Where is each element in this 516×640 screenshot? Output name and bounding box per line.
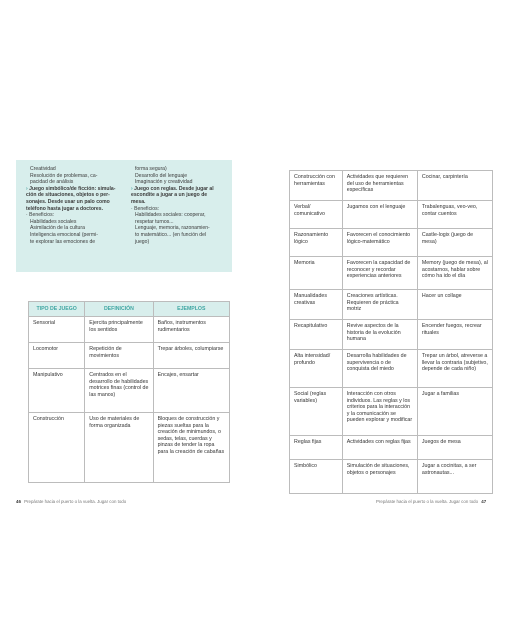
footer-left [14, 499, 126, 504]
table-row [290, 201, 493, 229]
callout-line: Habilidades sociales: cooperar, [135, 212, 206, 219]
table-row [29, 343, 230, 369]
table-row [290, 460, 493, 494]
cell-ejemplos: Memory (juego de mesa), al acostarnos, hablar sobre cómo ha ido el día [417, 257, 492, 290]
page-number-left: 46 [16, 499, 21, 504]
table-row [290, 350, 493, 388]
callout-line: · Beneficios: [22, 212, 121, 219]
cell-definicion: Desarrolla habilidades de supervivencia o de conquista del miedo [342, 350, 417, 388]
cell-definicion: Creaciones artísticas. Requieren de práctica motriz [342, 290, 417, 320]
cell-definicion: Actividades con reglas fijas [342, 436, 417, 460]
cell-tipo: Construcción con herramientas [290, 171, 343, 201]
cell-tipo: Simbólico [290, 460, 343, 494]
callout-line: escondite a jugar a un juego de [131, 192, 208, 199]
cell-tipo: Manualidades creativas [290, 290, 343, 320]
footer-left-text: Prepárate hacia el puerto o la vuelta. Jugar con todo [24, 499, 127, 504]
table-row [29, 369, 230, 413]
callout-line: Inteligencia emocional (permi- [30, 231, 98, 238]
table-header-row [29, 302, 230, 317]
cell-definicion: Simulación de situaciones, objetos o personajes [342, 460, 417, 494]
header-tipo-de-juego: TIPO DE JUEGO [29, 302, 85, 317]
footer-right-text: Prepárate hacia el puerto o la vuelta. Jugar con todo [376, 499, 479, 504]
callout-column-2 [127, 166, 226, 268]
cell-ejemplos: Cocinar, carpintería [417, 171, 492, 201]
play-types-table-left [28, 301, 230, 483]
callout-line: juego) [135, 238, 150, 245]
cell-ejemplos: Jugar a cocinitas, a ser astronautas... [417, 460, 492, 494]
table-row [290, 320, 493, 350]
cell-ejemplos: Trepar un árbol, atreverse a llevar la contraria (subjetivo, depende de cada niño) [417, 350, 492, 388]
cell-ejemplos: Jugar a familias [417, 388, 492, 436]
cell-tipo: Reglas fijas [290, 436, 343, 460]
cell-definicion: Favorecen el conocimiento lógico-matemático [342, 229, 417, 257]
cell-ejemplos: Encender fuegos, recrear rituales [417, 320, 492, 350]
callout-line: Resolución de problemas, ca- [30, 172, 98, 179]
cell-tipo: Manipulativo [29, 369, 85, 413]
cell-tipo: Locomotor [29, 343, 85, 369]
cell-definicion: Uso de materiales de forma organizada [85, 413, 153, 483]
callout-box [16, 160, 232, 272]
table-row [29, 317, 230, 343]
callout-line: teléfono hasta jugar a doctores. [26, 205, 103, 212]
cell-definicion: Ejercita principalmente los sentidos [85, 317, 153, 343]
table-row [290, 171, 493, 201]
cell-ejemplos: Encajes, ensartar [153, 369, 229, 413]
cell-ejemplos: Trepar árboles, columpiarse [153, 343, 229, 369]
callout-line: forma segura) [135, 166, 167, 172]
callout-line: › Juego con reglas. Desde jugar al [127, 186, 226, 193]
callout-column-1 [22, 166, 121, 268]
callout-line: pacidad de análisis [30, 179, 74, 186]
table-row [290, 290, 493, 320]
cell-tipo: Alta intensidad/ profundo [290, 350, 343, 388]
cell-ejemplos: Baños, instrumentos rudimentarios [153, 317, 229, 343]
callout-line: mesa. [131, 198, 146, 205]
play-types-table-right [289, 170, 493, 494]
callout-line: sonajes. Desde usar un palo como [26, 198, 110, 205]
cell-definicion: Repetición de movimientos [85, 343, 153, 369]
cell-ejemplos: Trabalenguas, veo-veo, contar cuentos [417, 201, 492, 229]
cell-tipo: Sensorial [29, 317, 85, 343]
callout-line: Desarrollo del lenguaje [135, 172, 188, 179]
footer-right [376, 499, 488, 504]
table-row [290, 257, 493, 290]
cell-definicion: Actividades que requieren del uso de herramientas específicas [342, 171, 417, 201]
cell-definicion: Jugamos con el lenguaje [342, 201, 417, 229]
callout-line: Imaginación y creatividad [135, 179, 193, 186]
table-row [290, 436, 493, 460]
cell-tipo: Recapitulativo [290, 320, 343, 350]
callout-line: respetar turnos... [135, 218, 174, 225]
cell-ejemplos: Castle-logix (juego de mesa) [417, 229, 492, 257]
cell-definicion: Favorecen la capacidad de reconocer y recordar experiencias anteriores [342, 257, 417, 290]
table-row [290, 388, 493, 436]
callout-line: Habilidades sociales [30, 218, 77, 225]
cell-tipo: Social (reglas variables) [290, 388, 343, 436]
table-row [29, 413, 230, 483]
cell-definicion: Interacción con otros individuos. Las reglas y los criterios para la interacción y la comunicación se pueden explorar y modificar [342, 388, 417, 436]
table-row [290, 229, 493, 257]
cell-ejemplos: Bloques de construcción y piezas sueltas para la creación de minimundos, o sedas, telas, cuerdas y pinzas de tender la ropa para la creación de cabañas [153, 413, 229, 483]
page-number-right: 47 [481, 499, 487, 504]
callout-line: Creatividad [30, 166, 56, 172]
cell-tipo: Razonamiento lógico [290, 229, 343, 257]
cell-tipo: Construcción [29, 413, 85, 483]
header-ejemplos: EJEMPLOS [153, 302, 229, 317]
cell-definicion: Centrados en el desarrollo de habilidades motrices finas (control de las manos) [85, 369, 153, 413]
callout-line: ción de situaciones, objetos o per- [26, 192, 110, 199]
callout-line: › Juego simbólico/de ficción: simula- [22, 186, 121, 193]
cell-tipo: Memoria [290, 257, 343, 290]
cell-ejemplos: Juegos de mesa [417, 436, 492, 460]
callout-line: · Beneficios: [127, 206, 226, 213]
callout-line: te explorar las emociones de [30, 238, 96, 245]
callout-line: to matemático... (en función del [135, 231, 207, 238]
callout-line: Lenguaje, memoria, razonamien- [135, 225, 210, 232]
callout-line: Asimilación de la cultura [30, 225, 85, 232]
cell-ejemplos: Hacer un collage [417, 290, 492, 320]
cell-tipo: Verbal/ comunicativo [290, 201, 343, 229]
cell-definicion: Revive aspectos de la historia de la evolución humana [342, 320, 417, 350]
header-definicion: DEFINICIÓN [85, 302, 153, 317]
